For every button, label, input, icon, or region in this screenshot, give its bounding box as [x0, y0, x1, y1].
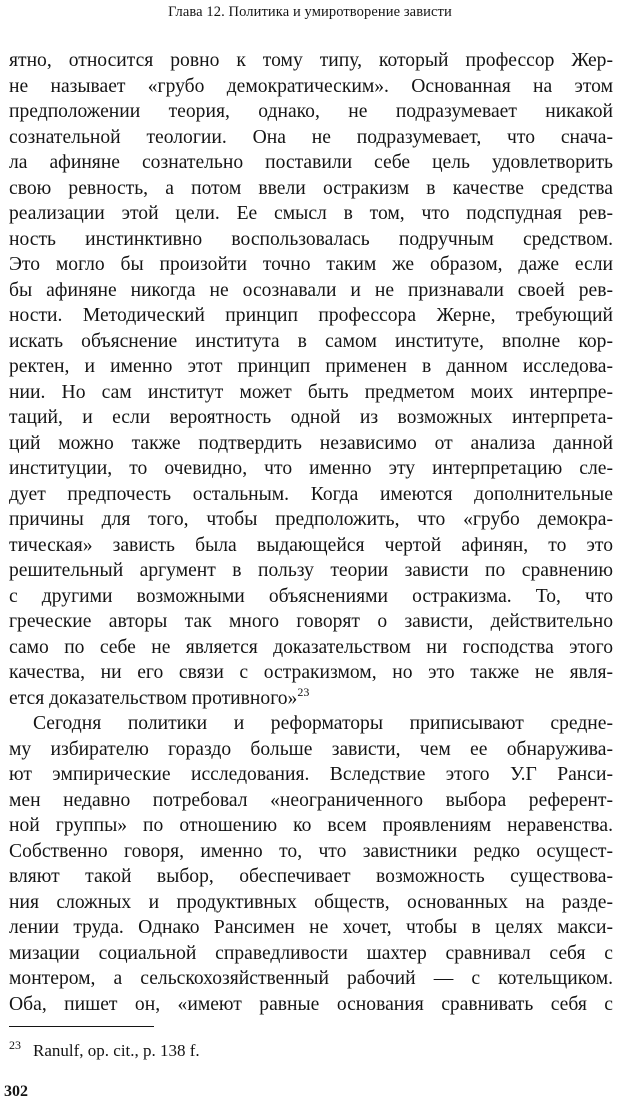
- running-head: Глава 12. Политика и умиротворение зависти: [168, 4, 452, 20]
- text-line-content: ций можно также подтвердить независимо от анализа данной: [9, 432, 613, 454]
- text-line-content: ют эмпирические исследования. Вследствие этого У.Г Ранси-: [9, 764, 613, 785]
- text-line: [9, 533, 613, 559]
- text-line-content: сознательной теологии. Она не подразумевает, что снача-: [9, 126, 613, 148]
- text-line: [9, 813, 613, 839]
- text-line-content: институции, то очевидно, что именно эту интерпретацию сле-: [9, 458, 613, 479]
- text-line: [9, 99, 613, 125]
- text-line: [9, 227, 613, 253]
- text-line: [9, 278, 613, 304]
- text-line: [9, 992, 613, 1018]
- text-line: [9, 788, 613, 814]
- text-line-content: монтером, а сельскохозяйственный рабочий — с котельщиком.: [9, 968, 613, 989]
- text-line-content: тическая» зависть была выдающейся чертой афинян, то это: [9, 534, 613, 556]
- text-line: [9, 609, 613, 635]
- text-line-content: реализации этой цели. Ее смысл в том, что подспудная рев-: [9, 203, 613, 224]
- text-line: [9, 482, 613, 508]
- text-line: [9, 252, 613, 278]
- text-line: [9, 74, 613, 100]
- text-line: [9, 762, 613, 788]
- text-line-content: свою ревность, а потом ввели остракизм в качестве средства: [9, 177, 613, 199]
- text-line-content: само по себе не является доказательством ни господства этого: [9, 636, 613, 658]
- text-line-content: не называет «грубо демократическим». Основанная на этом: [9, 75, 613, 97]
- footnote-number: 23: [9, 1038, 21, 1052]
- text-line-content: му избирателю гораздо больше зависти, чем ее обнаружива-: [9, 738, 613, 760]
- text-line: [9, 711, 613, 737]
- text-line-content: нии. Но сам институт может быть предметом моих интерпре-: [9, 381, 613, 403]
- text-line: [9, 329, 613, 355]
- text-line-content: бы афиняне никогда не осознавали и не признавали своей рев-: [9, 279, 613, 301]
- text-line-content: причины для того, чтобы предположить, что «грубо демокра-: [9, 509, 613, 530]
- text-line-content: ятно, относится ровно к тому типу, который профессор Жер-: [9, 50, 613, 71]
- text-line-content: Оба, пишет он, «имеют равные основания сравнивать себя с: [9, 993, 613, 1015]
- text-line-content: дует предпочесть остальным. Когда имеются дополнительные: [9, 483, 613, 505]
- text-line: [9, 584, 613, 610]
- text-line: [9, 150, 613, 176]
- text-line: [9, 839, 613, 865]
- text-line-content: искать объяснение института в самом институте, вполне кор-: [9, 330, 613, 352]
- text-line: [9, 941, 613, 967]
- text-line-content: Сегодня политики и реформаторы приписывают средне-: [33, 713, 613, 734]
- text-line-content: решительный аргумент в пользу теории зависти по сравнению: [9, 560, 613, 581]
- text-line-content: греческие авторы так много говорят о зависти, действительно: [9, 611, 613, 632]
- footnote-text: Ranulf, op. cit., p. 138 f.: [33, 1041, 200, 1060]
- footnote: [9, 1038, 200, 1061]
- text-line-content: качества, ни его связи с остракизмом, но это также не явля-: [9, 662, 613, 683]
- text-line: [9, 405, 613, 431]
- footnote-reference: 23: [297, 684, 310, 699]
- text-line: [9, 660, 613, 686]
- text-line: [9, 303, 613, 329]
- text-line: [9, 635, 613, 661]
- text-line: [9, 890, 613, 916]
- paragraph-2: [9, 711, 613, 1017]
- text-line: [9, 176, 613, 202]
- text-line: [9, 48, 613, 74]
- text-line: [9, 686, 613, 712]
- text-line-content: ется доказательством противного»: [9, 687, 298, 709]
- text-line: [9, 966, 613, 992]
- text-line: [9, 558, 613, 584]
- text-line-content: предположении теория, однако, не подразумевает никакой: [9, 101, 613, 122]
- text-line: [9, 380, 613, 406]
- text-line: [9, 201, 613, 227]
- text-line-content: ности. Методический принцип профессора Жерне, требующий: [9, 305, 613, 326]
- text-line-content: ния сложных и продуктивных обществ, основанных на разде-: [9, 891, 613, 913]
- text-line-content: мен недавно потребовал «неограниченного выбора референт-: [9, 789, 613, 811]
- text-line: [9, 507, 613, 533]
- text-line: [9, 456, 613, 482]
- paragraph-1: [9, 48, 613, 711]
- text-line-content: ла афиняне сознательно поставили себе цель удовлетворить: [9, 152, 613, 173]
- text-line: [9, 737, 613, 763]
- text-line-content: ность инстинктивно воспользовалась подручным средством.: [9, 228, 613, 250]
- text-line: [9, 354, 613, 380]
- footnote-divider: [9, 1026, 154, 1027]
- text-line-content: ректен, и именно этот принцип применен в данном исследова-: [9, 356, 613, 377]
- text-line: [9, 431, 613, 457]
- text-line-content: Собственно говоря, именно то, что завистники редко осущест-: [9, 840, 613, 862]
- text-line-content: таций, и если вероятность одной из возможных интерпрета-: [9, 407, 613, 428]
- text-line: [9, 864, 613, 890]
- text-line: [9, 125, 613, 151]
- text-line: [9, 915, 613, 941]
- text-line-content: с другими возможными объяснениями остракизма. То, что: [9, 585, 613, 607]
- text-line-content: лении труда. Однако Рансимен не хочет, чтобы в целях макси-: [9, 917, 613, 938]
- text-line-content: ной группы» по отношению ко всем проявлениям неравенства.: [9, 815, 613, 836]
- body-text: [9, 48, 613, 1017]
- text-line-content: вляют такой выбор, обеспечивает возможность существова-: [9, 866, 613, 887]
- text-line-content: Это могло бы произойти точно таким же образом, даже если: [9, 254, 613, 275]
- text-line-content: мизации социальной справедливости шахтер сравнивал себя с: [9, 942, 613, 964]
- page-number: 302: [4, 1083, 28, 1100]
